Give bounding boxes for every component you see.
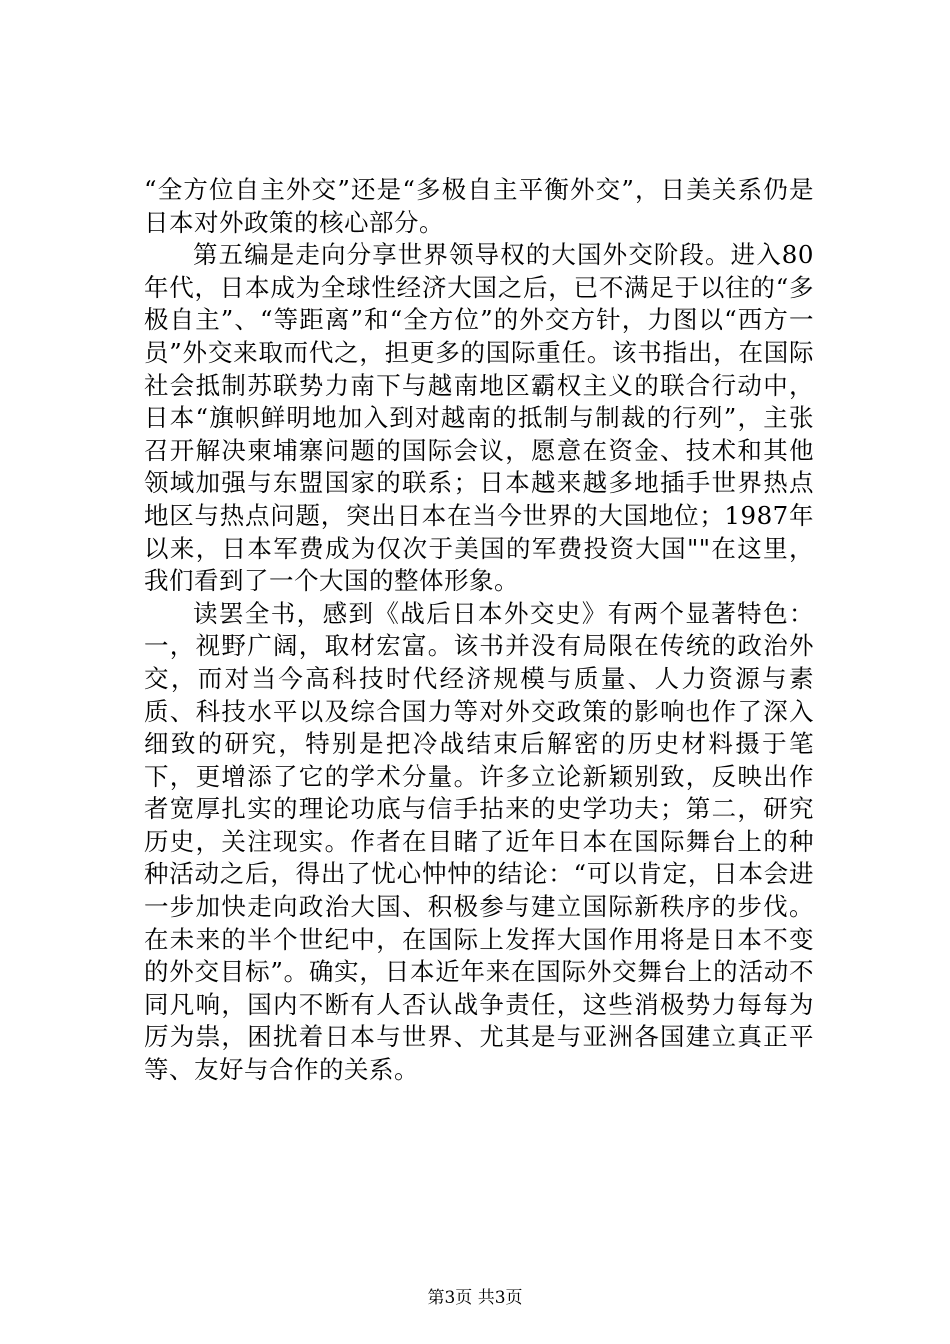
paragraph-fifth-part: 第五编是走向分享世界领导权的大国外交阶段。进入80年代，日本成为全球性经济大国之后，已不满足于以往的“多极自主”、“等距离”和“全方位”的外交方针，力图以“西方一员”外交来取而代之，担更多的国际重任。该书指出，在国际社会抵制苏联势力南下与越南地区霸权主义的联合行动中，日本“旗帜鲜明地加入到对越南的抵制与制裁的行列”，主张召开解决柬埔寨问题的国际会议，愿意在资金、技术和其他领域加强与东盟国家的联系；日本越来越多地插手世界热点地区与热点问题，突出日本在当今世界的大国地位；1987年以来，日本军费成为仅次于美国的军费投资大国""在这里，我们看到了一个大国的整体形象。 [144,240,814,596]
document-body [144,174,814,1087]
page-footer: 第3页 共3页 [427,1288,523,1308]
paragraph-book-review: 读罢全书，感到《战后日本外交史》有两个显著特色：一，视野广阔，取材宏富。该书并没有局限在传统的政治外交，而对当今高科技时代经济规模与质量、人力资源与素质、科技水平以及综合国力等对外交政策的影响也作了深入细致的研究，特别是把冷战结束后解密的历史材料摄于笔下，更增添了它的学术分量。许多立论新颖别致，反映出作者宽厚扎实的理论功底与信手拈来的史学功夫；第二，研究历史，关注现实。作者在目睹了近年日本在国际舞台上的种种活动之后，得出了忧心忡忡的结论：“可以肯定，日本会进一步加快走向政治大国、积极参与建立国际新秩序的步伐。在未来的半个世纪中，在国际上发挥大国作用将是日本不变的外交目标”。确实，日本近年来在国际外交舞台上的活动不同凡响，国内不断有人否认战争责任，这些消极势力每每为厉为祟，困扰着日本与世界、尤其是与亚洲各国建立真正平等、友好与合作的关系。 [144,598,814,1085]
paragraph-continuation: “全方位自主外交”还是“多极自主平衡外交”，日美关系仍是日本对外政策的核心部分。 [144,175,814,237]
